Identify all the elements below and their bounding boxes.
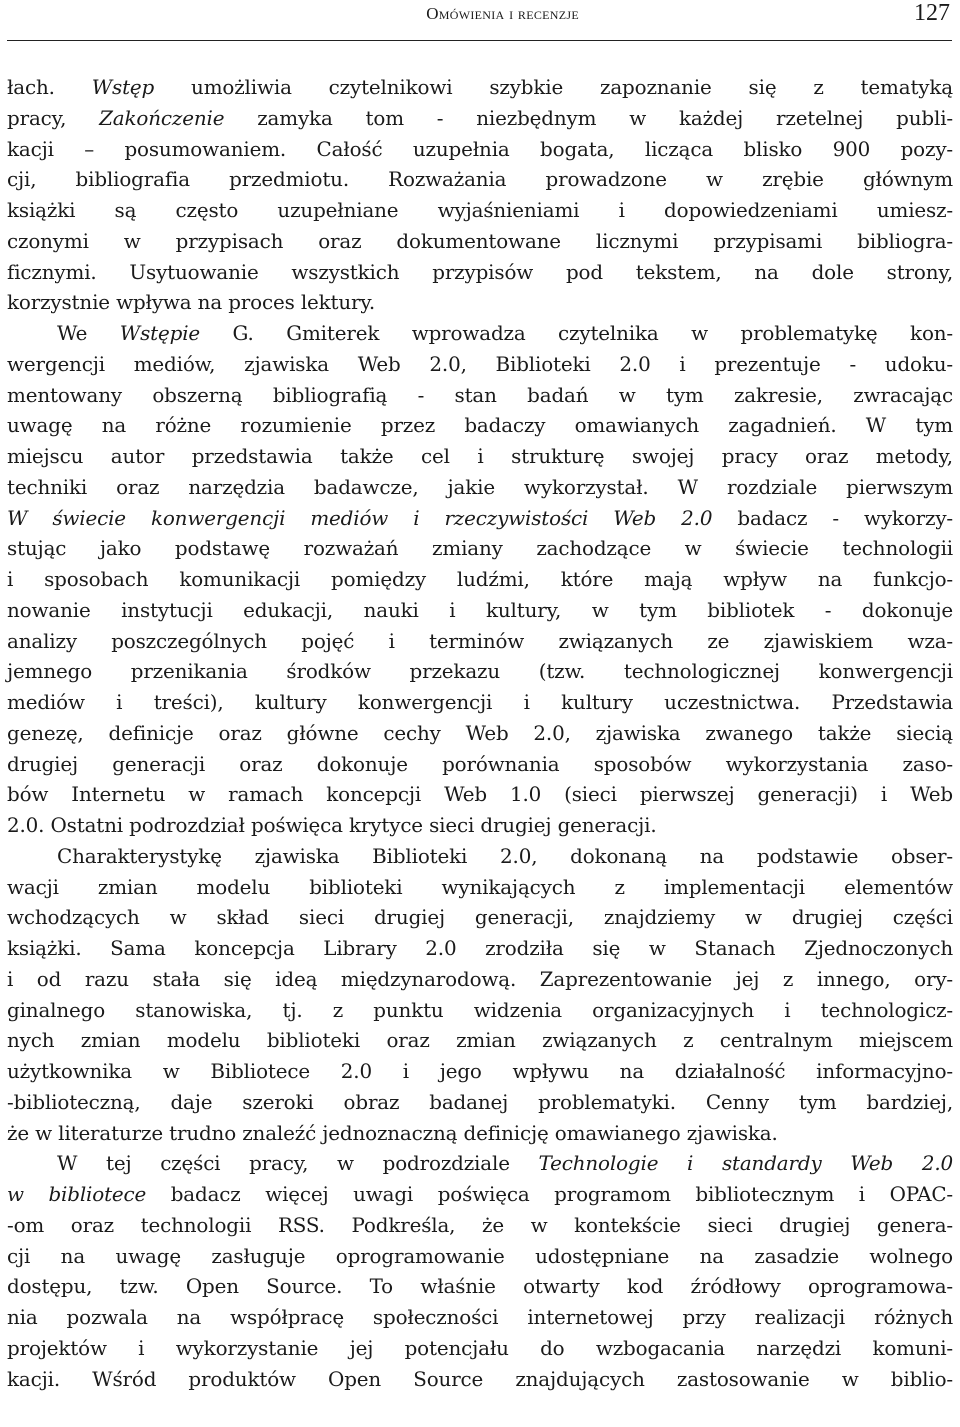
body-text xyxy=(7,73,953,1395)
text-line xyxy=(7,442,953,473)
text-run: drugiej generacji oraz dokonuje porównania sposobów wykorzystania zaso- xyxy=(7,752,953,776)
text-run: 2.0. Ostatni podrozdział poświęca krytyce sieci drugiej generacji. xyxy=(7,814,657,837)
text-line xyxy=(7,842,953,873)
text-line xyxy=(7,381,953,412)
text-line xyxy=(7,319,953,350)
text-line xyxy=(7,1180,953,1211)
text-line xyxy=(7,227,953,258)
text-run: badacz - wykorzy- xyxy=(712,506,953,530)
text-run: kacji – posumowaniem. Całość uzupełnia bogata, licząca blisko 900 pozy- xyxy=(7,137,953,161)
text-run: kacji. Wśród produktów Open Source znajdujących zastosowanie w biblio- xyxy=(7,1367,953,1391)
text-line xyxy=(7,258,953,289)
text-line xyxy=(7,811,953,842)
italic-title: Technologie i standardy Web 2.0 xyxy=(538,1152,953,1176)
text-run: i sposobach komunikacji pomiędzy ludźmi, które mają wpływ na funkcjo- xyxy=(7,568,953,591)
text-line xyxy=(7,565,953,596)
text-run: nych zmian modelu biblioteki oraz zmian związanych z centralnym miejscem xyxy=(7,1029,953,1053)
text-line xyxy=(7,596,953,627)
text-run: książki. Sama koncepcja Library 2.0 zrodziła się w Stanach Zjednoczonych xyxy=(7,937,953,960)
text-run: stując jako podstawę rozważań zmiany zachodzące w świecie technologii xyxy=(7,537,953,561)
text-line xyxy=(7,996,953,1027)
text-run: projektów i wykorzystanie jej potencjału do wzbogacania narzędzi komuni- xyxy=(7,1336,953,1360)
text-line xyxy=(7,934,953,965)
text-run: -om oraz technologii RSS. Podkreśla, że w kontekście sieci drugiej genera- xyxy=(7,1213,953,1237)
page-number: 127 xyxy=(914,0,950,26)
text-line xyxy=(7,534,953,565)
text-run: analizy poszczególnych pojęć i terminów związanych ze zjawiskiem wza- xyxy=(7,629,953,653)
text-run: ficznymi. Usytuowanie wszystkich przypisów pod tekstem, na dole strony, xyxy=(7,260,953,284)
text-line xyxy=(7,1365,953,1396)
text-run: że w literaturze trudno znaleźć jednoznaczną definicję omawianego zjawiska. xyxy=(7,1121,778,1145)
text-line xyxy=(7,350,953,381)
text-run: G. Gmiterek wprowadza czytelnika w problematykę kon- xyxy=(200,322,953,345)
text-run: cji na uwagę zasługuje oprogramowanie udostępniane na zasadzie wolnego xyxy=(7,1244,953,1268)
text-run: uwagę na różne rozumienie przez badaczy omawianych zagadnień. W tym xyxy=(7,414,953,438)
text-line xyxy=(7,627,953,658)
text-line xyxy=(7,135,953,166)
text-line xyxy=(7,1303,953,1334)
text-run: umożliwia czytelnikowi szybkie zapoznanie się z tematyką xyxy=(154,76,953,99)
text-run: We xyxy=(57,322,120,345)
text-run: bów Internetu w ramach koncepcji Web 1.0 (sieci pierwszej generacji) i Web xyxy=(7,783,953,807)
text-line xyxy=(7,504,953,535)
text-line xyxy=(7,719,953,750)
text-line xyxy=(7,1242,953,1273)
text-run: korzystnie wpływa na proces lektury. xyxy=(7,291,376,315)
text-line xyxy=(7,1334,953,1365)
text-run: wchodzących w skład sieci drugiej generacji, znajdziemy w drugiej części xyxy=(7,906,953,930)
text-line xyxy=(7,1057,953,1088)
text-line xyxy=(7,1211,953,1242)
text-line xyxy=(7,165,953,196)
italic-title: Zakończenie xyxy=(99,106,225,130)
italic-title: Wstępie xyxy=(119,322,201,345)
text-run: nowanie instytucji edukacji, nauki i kultury, w tym bibliotek - dokonuje xyxy=(7,598,953,622)
text-line xyxy=(7,73,953,104)
text-run: książki są często uzupełniane wyjaśnieniami i dopowiedzeniami umiesz- xyxy=(7,199,953,222)
text-line xyxy=(7,411,953,442)
text-run: pracy, xyxy=(7,106,100,130)
text-run: nia pozwala na współpracę społeczności internetowej przy realizacji różnych xyxy=(7,1306,953,1329)
text-run: ginalnego stanowiska, tj. z punktu widzenia organizacyjnych i technologicz- xyxy=(7,998,953,1022)
text-line xyxy=(7,965,953,996)
text-run: badacz więcej uwagi poświęca programom bibliotecznym i OPAC- xyxy=(146,1183,954,1206)
text-run: dostępu, tzw. Open Source. To właśnie otwarty kod źródłowy oprogramowa- xyxy=(7,1275,953,1299)
italic-title: Wstęp xyxy=(91,76,155,99)
text-run: i od razu stała się ideą międzynarodową. Zaprezentowanie jej z innego, ory- xyxy=(7,967,953,991)
italic-title: W świecie konwergencji mediów i rzeczywistości Web 2.0 xyxy=(7,506,713,530)
text-run: genezę, definicje oraz główne cechy Web 2.0, zjawiska zwanego także siecią xyxy=(7,721,953,745)
text-line xyxy=(7,1149,953,1180)
text-line xyxy=(7,780,953,811)
text-run: -biblioteczną, daje szeroki obraz badanej problematyki. Cenny tym bardziej, xyxy=(7,1090,953,1114)
text-line xyxy=(7,1272,953,1303)
text-run: zamyka tom - niezbędnym w każdej rzetelnej publi- xyxy=(224,106,953,130)
text-line xyxy=(7,688,953,719)
text-run: użytkownika w Bibliotece 2.0 i jego wpływu na działalność informacyjno- xyxy=(7,1060,953,1083)
text-run: W tej części pracy, w podrozdziale xyxy=(57,1152,539,1176)
text-line xyxy=(7,1119,953,1150)
text-line xyxy=(7,1088,953,1119)
text-line xyxy=(7,196,953,227)
text-line xyxy=(7,104,953,135)
text-run: wacji zmian modelu biblioteki wynikających z implementacji elementów xyxy=(7,875,953,899)
text-line xyxy=(7,473,953,504)
text-run: wergencji mediów, zjawiska Web 2.0, Biblioteki 2.0 i prezentuje - udoku- xyxy=(7,352,953,376)
text-line xyxy=(7,750,953,781)
running-header xyxy=(7,0,952,42)
text-run: miejscu autor przedstawia także cel i strukturę swojej pracy oraz metody, xyxy=(7,445,953,468)
text-line xyxy=(7,873,953,904)
text-run: Charakterystykę zjawiska Biblioteki 2.0, dokonaną na podstawie obser- xyxy=(57,844,953,868)
section-title: Omówienia i recenzje xyxy=(426,4,579,23)
text-line xyxy=(7,657,953,688)
text-run: jemnego przenikania środków przekazu (tzw. technologicznej konwergencji xyxy=(7,660,953,684)
text-run: cji, bibliografia przedmiotu. Rozważania prowadzone w zrębie głównym xyxy=(7,168,953,192)
text-run: mentowany obszerną bibliografią - stan badań w tym zakresie, zwracając xyxy=(7,383,953,407)
text-run: mediów i treści), kultury konwergencji i kultury uczestnictwa. Przedstawia xyxy=(7,691,953,714)
text-line xyxy=(7,903,953,934)
text-run: techniki oraz narzędzia badawcze, jakie wykorzystał. W rozdziale pierwszym xyxy=(7,475,953,499)
text-line xyxy=(7,288,953,319)
text-line xyxy=(7,1026,953,1057)
italic-title: w bibliotece xyxy=(7,1183,147,1206)
text-run: czonymi w przypisach oraz dokumentowane licznymi przypisami bibliogra- xyxy=(7,229,953,253)
text-run: łach. xyxy=(7,76,92,99)
header-rule xyxy=(7,40,952,41)
